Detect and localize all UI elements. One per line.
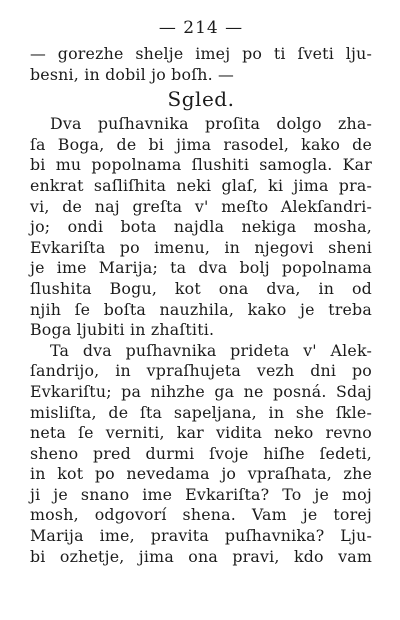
text-line: ſa Boga, de bi jima rasodel, kako de: [30, 134, 372, 154]
intro-text: [30, 44, 372, 85]
text-line: ſandrijo, in vpraſhujeta vezh dni po: [30, 361, 372, 381]
text-line: je ime Marija; ta dva bolj popolnama: [30, 258, 372, 278]
text-line: jo; ondi bota najdla nekiga mosha,: [30, 217, 372, 237]
text-line: in kot po nevedama jo vpraſhata, zhe: [30, 464, 372, 484]
text-line: mosh, odgovorí shena. Vam je torej: [30, 505, 372, 525]
text-line: njih ſe boſta nauzhila, kako je treba: [30, 299, 372, 319]
paragraph-2: [30, 341, 372, 568]
text-line: sheno pred durmi ſvoje hiſhe ſedeti,: [30, 443, 372, 463]
text-line: bi ozhetje, jima ona pravi, kdo vam: [30, 546, 372, 566]
text-line: bi mu popolnama ſlushiti samogla. Kar: [30, 155, 372, 175]
text-line: enkrat saſliſhita neki glaſ, ki jima pra-: [30, 175, 372, 195]
text-line: — gorezhe shelje imej po ti ſveti lju-: [30, 44, 372, 63]
page-number: — 214 —: [158, 18, 244, 38]
text-line: vi, de naj greſta v' meſto Alekſandri-: [30, 196, 372, 216]
text-line: ſlushita Bogu, kot ona dva, in od: [30, 278, 372, 298]
text-line: Boga ljubiti in zhaſtiti.: [30, 320, 215, 340]
text-line: ji je snano ime Evkariſta? To je moj: [30, 484, 372, 504]
paragraph-1: [30, 114, 372, 341]
text-line: Marija ime, pravita puſhavnika? Lju-: [30, 526, 372, 546]
text-line: misliſta, de ſta sapeljana, in she ſkle-: [30, 402, 372, 422]
text-line: Evkariſta po imenu, in njegovi sheni: [30, 237, 372, 257]
text-line: besni, in dobil jo boſh. —: [30, 64, 235, 84]
text-line: Evkariſtu; pa nihzhe ga ne posná. Sdaj: [30, 381, 372, 401]
text-line: Dva puſhavnika proſita dolgo zha-: [50, 114, 372, 134]
text-line: neta ſe verniti, kar vidita neko revno: [30, 423, 372, 443]
text-line: Ta dva puſhavnika prideta v' Alek-: [50, 340, 372, 360]
section-heading: Sgled.: [167, 87, 235, 112]
